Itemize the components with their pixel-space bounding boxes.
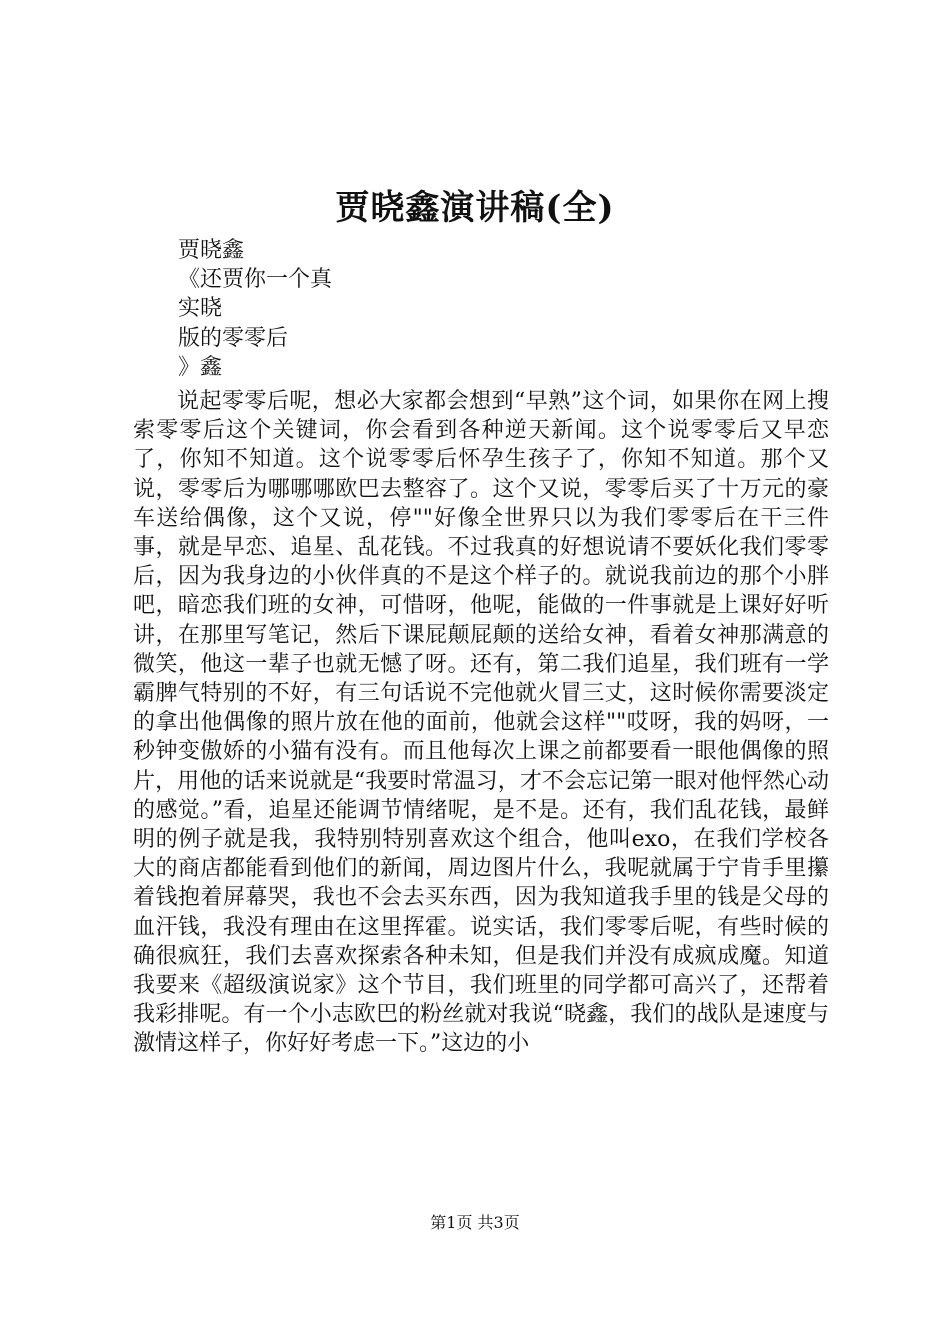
document-title: 贾晓鑫演讲稿(全) [335,188,615,228]
meta-line: 版的零零后 [178,325,289,351]
page-number: 第1页 共3页 [430,1213,520,1232]
meta-line: 《还贾你一个真 [178,267,333,293]
meta-block [178,236,332,382]
body-paragraph: 说起零零后呢，想必大家都会想到“早熟”这个词，如果你在网上搜索零零后这个关键词，你会看到各种逆天新闻。这个说零零后又早恋了，你知不知道。这个说零零后怀孕生孩子了，你知不知道。那个又说，零零后为哪哪哪欧巴去整容了。这个又说，零零后买了十万元的豪车送给偶像，这个又说，停""好像全世界只以为我们零零后在干三件事，就是早恋、追星、乱花钱。不过我真的好想说请不要妖化我们零零后，因为我身边的小伙伴真的不是这个样子的。就说我前边的那个小胖吧，暗恋我们班的女神，可惜呀，他呢，能做的一件事就是上课好好听讲，在那里写笔记，然后下课屁颠屁颠的送给女神，看着女神那满意的微笑，他这一辈子也就无憾了呀。还有，第二我们追星，我们班有一学霸脾气特别的不好，有三句话说不完他就火冒三丈，这时候你需要淡定的拿出他偶像的照片放在他的面前，他就会这样""哎呀，我的妈呀，一秒钟变傲娇的小猫有没有。而且他每次上课之前都要看一眼他偶像的照片，用他的话来说就是“我要时常温习，才不会忘记第一眼对他怦然心动的感觉。”看，追星还能调节情绪呢，是不是。还有，我们乱花钱，最鲜明的例子就是我，我特别特别喜欢这个组合，他叫exo，在我们学校各大的商店都能看到他们的新闻，周边图片什么，我呢就属于宁肯手里攥着钱抱着屏幕哭，我也不会去买东西，因为我知道我手里的钱是父母的血汗钱，我没有理由在这里挥霍。说实话，我们零零后呢，有些时候的确很疯狂，我们去喜欢探索各种未知，但是我们并没有成疯成魔。知道我要来《超级演说家》这个节目，我们班里的同学都可高兴了，还帮着我彩排呢。有一个小志欧巴的粉丝就对我说“晓鑫，我们的战队是速度与激情这样子，你好好考虑一下。”这边的小 [133,389,829,1057]
meta-line: 》鑫 [178,354,223,380]
meta-line: 实晓 [178,296,223,322]
meta-line: 贾晓鑫 [178,238,245,263]
